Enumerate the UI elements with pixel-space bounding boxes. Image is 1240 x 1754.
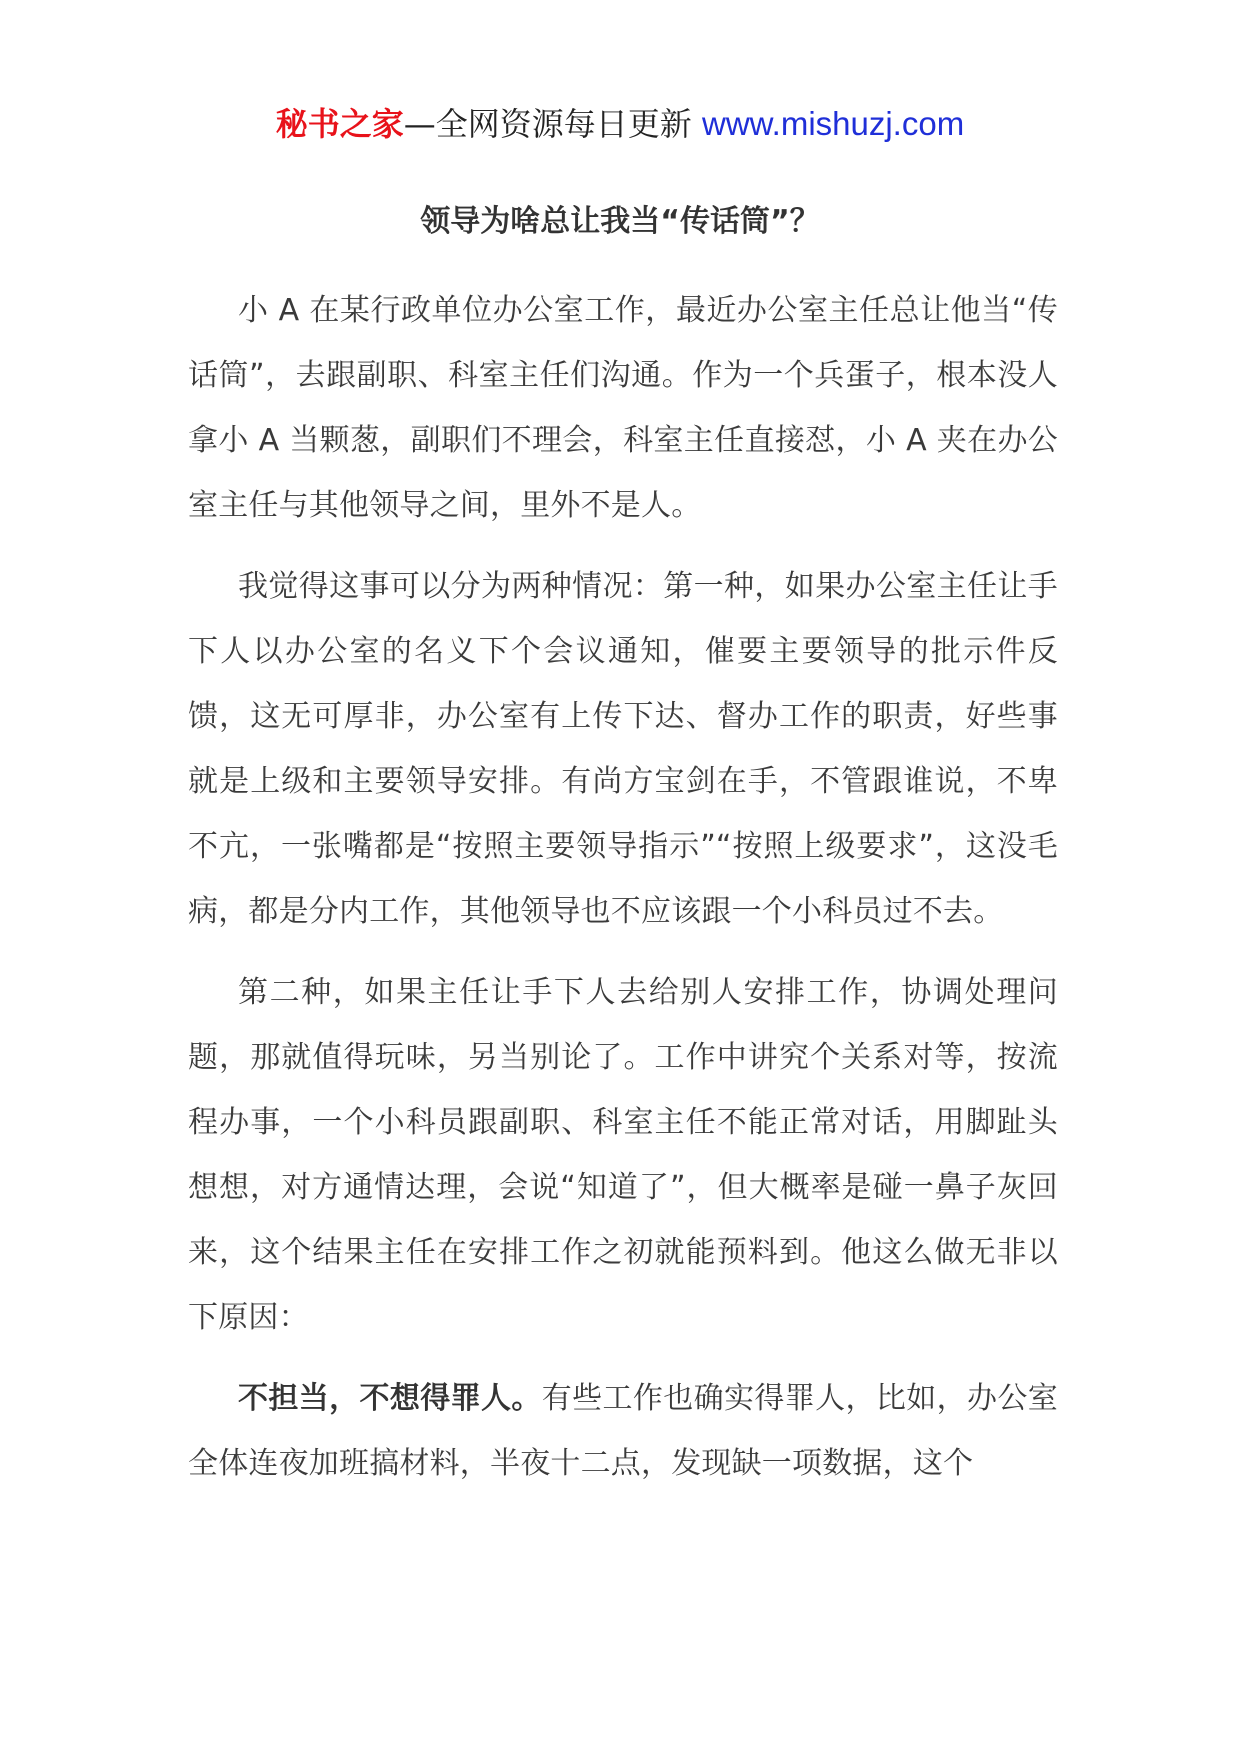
paragraph-text: 第二种，如果主任让手下人去给别人安排工作，协调处理问题，那就值得玩味，另当别论了。工作中讲究个关系对等，按流程办事，一个小科员跟副职、科室主任不能正常对话，用脚趾头想想，对方通情达理，会说“知道了”，但大概率是碰一鼻子灰回来，这个结果主任在安排工作之初就能预料到。他这么做无非以下原因：: [188, 975, 1058, 1335]
article-paragraph: [188, 278, 1058, 538]
article-body: [188, 278, 1058, 1512]
paragraph-text: 有些工作也确实得罪人，比如，办公室全体连夜加班搞材料，半夜十二点，发现缺一项数据，这个: [188, 1381, 1059, 1481]
site-url-link[interactable]: www.mishuzj.com: [701, 105, 965, 142]
paragraph-text: 我觉得这事可以分为两种情况：第一种，如果办公室主任让手下人以办公室的名义下个会议通知，催要主要领导的批示件反馈，这无可厚非，办公室有上传下达、督办工作的职责，好些事就是上级和主要领导安排。有尚方宝剑在手，不管跟谁说，不卑不亢，一张嘴都是“按照主要领导指示”“按照上级要求”，这没毛病，都是分内工作，其他领导也不应该跟一个小科员过不去。: [188, 569, 1058, 929]
article-paragraph: [188, 1366, 1058, 1496]
site-tagline: —全网资源每日更新: [403, 105, 702, 143]
article-paragraph: [188, 554, 1058, 944]
site-header: [0, 100, 1240, 148]
article-paragraph: [188, 960, 1058, 1350]
article-title: 领导为啥总让我当“传话筒”？: [420, 204, 820, 239]
site-brand: 秘书之家: [275, 105, 404, 143]
paragraph-lead: 不担当，不想得罪人。: [238, 1381, 542, 1416]
paragraph-text: 小 A 在某行政单位办公室工作，最近办公室主任总让他当“传话筒”，去跟副职、科室主任们沟通。作为一个兵蛋子，根本没人拿小 A 当颗葱，副职们不理会，科室主任直接怼，小 A 夹在办公室主任与其他领导之间，里外不是人。: [188, 293, 1058, 523]
